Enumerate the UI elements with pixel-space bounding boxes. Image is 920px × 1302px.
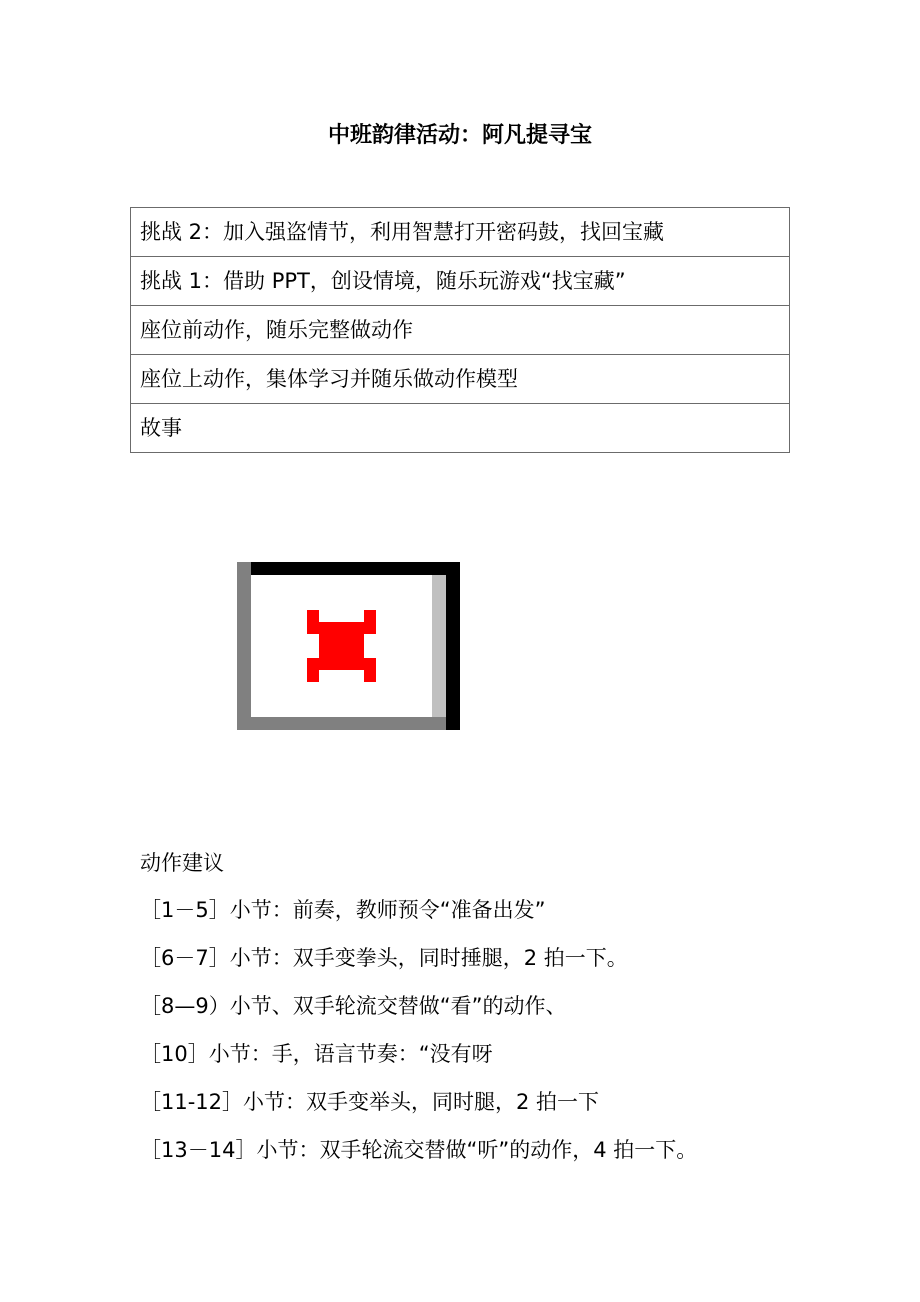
step-row: 座位前动作，随乐完整做动作 — [131, 306, 789, 355]
bar-instructions — [140, 894, 840, 1182]
step-row: 挑战 1：借助 PPT，创设情境，随乐玩游戏“找宝藏” — [131, 257, 789, 306]
step-row: 故事 — [140, 416, 182, 440]
step-row: 座位上动作，集体学习并随乐做动作模型 — [131, 355, 789, 404]
page-title: 中班韵律活动：阿凡提寻宝 — [327, 123, 592, 148]
list-item: ［6－7］小节：双手变拳头，同时捶腿，2 拍一下。 — [140, 946, 628, 970]
activity-steps-table — [130, 207, 790, 453]
list-item: ［8—9）小节、双手轮流交替做“看”的动作、 — [140, 994, 567, 1018]
list-item: ［10］小节：手，语言节奏：“没有呀 — [140, 1042, 493, 1066]
movement-heading: 动作建议 — [140, 851, 224, 875]
broken-image-icon — [237, 562, 460, 730]
step-row: 挑战 2：加入强盗情节，利用智慧打开密码鼓，找回宝藏 — [131, 208, 789, 257]
list-item: ［11-12］小节：双手变举头，同时腿，2 拍一下 — [140, 1090, 600, 1114]
list-item: ［1－5］小节：前奏，教师预令“准备出发” — [140, 898, 546, 922]
list-item: ［13－14］小节：双手轮流交替做“听”的动作，4 拍一下。 — [140, 1138, 698, 1162]
